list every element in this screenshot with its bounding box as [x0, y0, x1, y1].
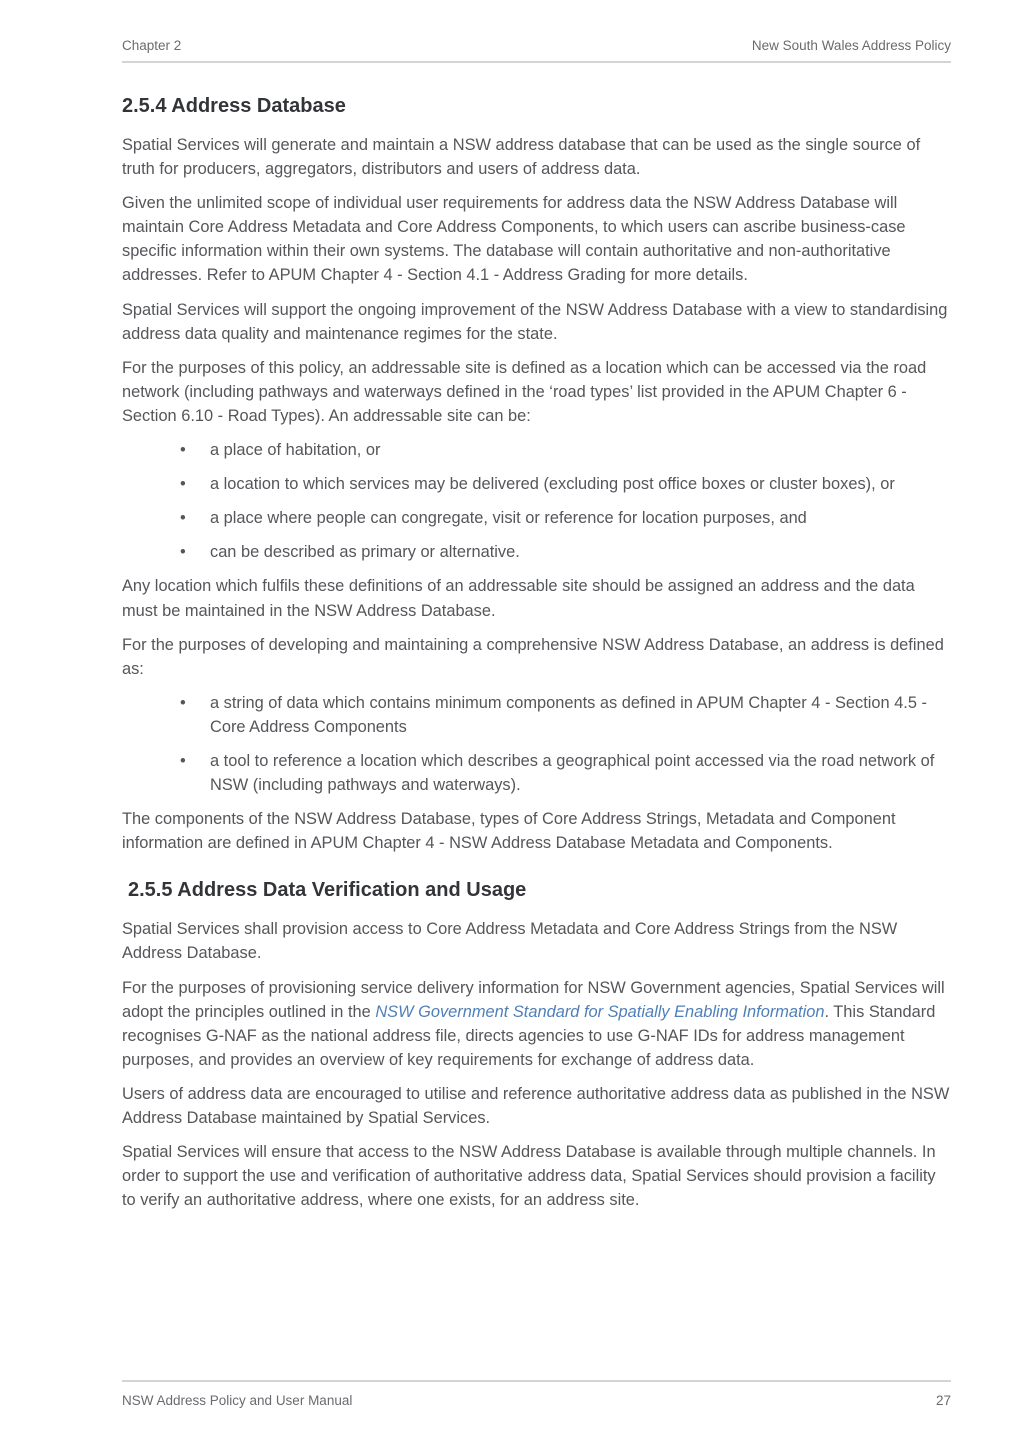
document-title: New South Wales Address Policy — [751, 38, 951, 53]
paragraph: Spatial Services shall provision access to Core Address Metadata and Core Address Strings from the NSW Address Database. — [122, 920, 898, 963]
section-heading-2-5-5: 2.5.5 Address Data Verification and Usage — [128, 879, 527, 902]
list-item: • can be described as primary or alternative. — [210, 540, 951, 564]
manual-title: NSW Address Policy and User Manual — [122, 1393, 353, 1408]
paragraph: Spatial Services will generate and maintain a NSW address database that can be used as the single source of truth for producers, aggregators, distributors and users of address data. — [122, 136, 921, 179]
list-item: • a location to which services may be delivered (excluding post office boxes or cluster boxes), or — [210, 472, 951, 496]
paragraph: Users of address data are encouraged to utilise and reference authoritative address data as published in the NSW Address Database maintained by Spatial Services. — [122, 1084, 950, 1127]
paragraph: Given the unlimited scope of individual user requirements for address data the NSW Address Database will maintain Core Address Metadata and Core Address Components, to which users can ascribe business-case specific information within their own systems. The database will contain authoritative and non-authoritative addresses. Refer to APUM Chapter 4 - Section 4.1 - Address Grading for more details. — [122, 194, 906, 285]
list-item: • a place where people can congregate, visit or reference for location purposes, and — [210, 506, 951, 530]
paragraph: For the purposes of developing and maintaining a comprehensive NSW Address Database, an address is defined as: — [122, 635, 944, 678]
paragraph: Any location which fulfils these definitions of an addressable site should be assigned an address and the data must be maintained in the NSW Address Database. — [122, 577, 915, 620]
paragraph: The components of the NSW Address Database, types of Core Address Strings, Metadata and Component information are defined in APUM Chapter 4 - NSW Address Database Metadata and Components. — [122, 810, 896, 853]
addressable-site-list — [122, 438, 951, 564]
paragraph: Spatial Services will ensure that access to the NSW Address Database is available through multiple channels. In order to support the use and verification of authoritative address data, Spatial Services should provision a facility to verify an authoritative address, where one exists, for an address site. — [122, 1143, 936, 1210]
list-item: • a tool to reference a location which describes a geographical point accessed via the road network of NSW (including pathways and waterways). — [210, 749, 951, 797]
paragraph: Spatial Services will support the ongoing improvement of the NSW Address Database with a view to standardising address data quality and maintenance regimes for the state. — [122, 300, 948, 343]
chapter-label: Chapter 2 — [122, 38, 182, 53]
list-item: • a string of data which contains minimum components as defined in APUM Chapter 4 - Section 4.5 - Core Address Components — [210, 691, 951, 739]
text-run: . This Standard recognises G-NAF as the national address file, directs agencies to use G-NAF IDs for address management purposes, and provides an overview of key requirements for exchange of address data. — [122, 1002, 936, 1069]
header-divider — [122, 61, 951, 63]
standard-link[interactable]: NSW Government Standard for Spatially Enabling Information — [375, 1002, 825, 1021]
footer-divider — [122, 1380, 951, 1382]
list-item: • a place of habitation, or — [210, 438, 951, 462]
page-header — [122, 38, 951, 53]
page-footer — [122, 1393, 951, 1408]
page-number: 27 — [935, 1393, 951, 1408]
text-run: For the purposes of provisioning service delivery information for NSW Government agencies, Spatial Services will adopt the principles outlined in the — [122, 978, 945, 1021]
address-definition-list — [122, 691, 951, 797]
section-heading-2-5-4: 2.5.4 Address Database — [122, 95, 346, 117]
page-content — [122, 93, 951, 1222]
paragraph — [122, 976, 951, 1072]
paragraph: For the purposes of this policy, an addressable site is defined as a location which can be accessed via the road network (including pathways and waterways defined in the ‘road types’ list provided in the APUM Chapter 6 - Section 6.10 - Road Types). An addressable site can be: — [122, 358, 927, 425]
